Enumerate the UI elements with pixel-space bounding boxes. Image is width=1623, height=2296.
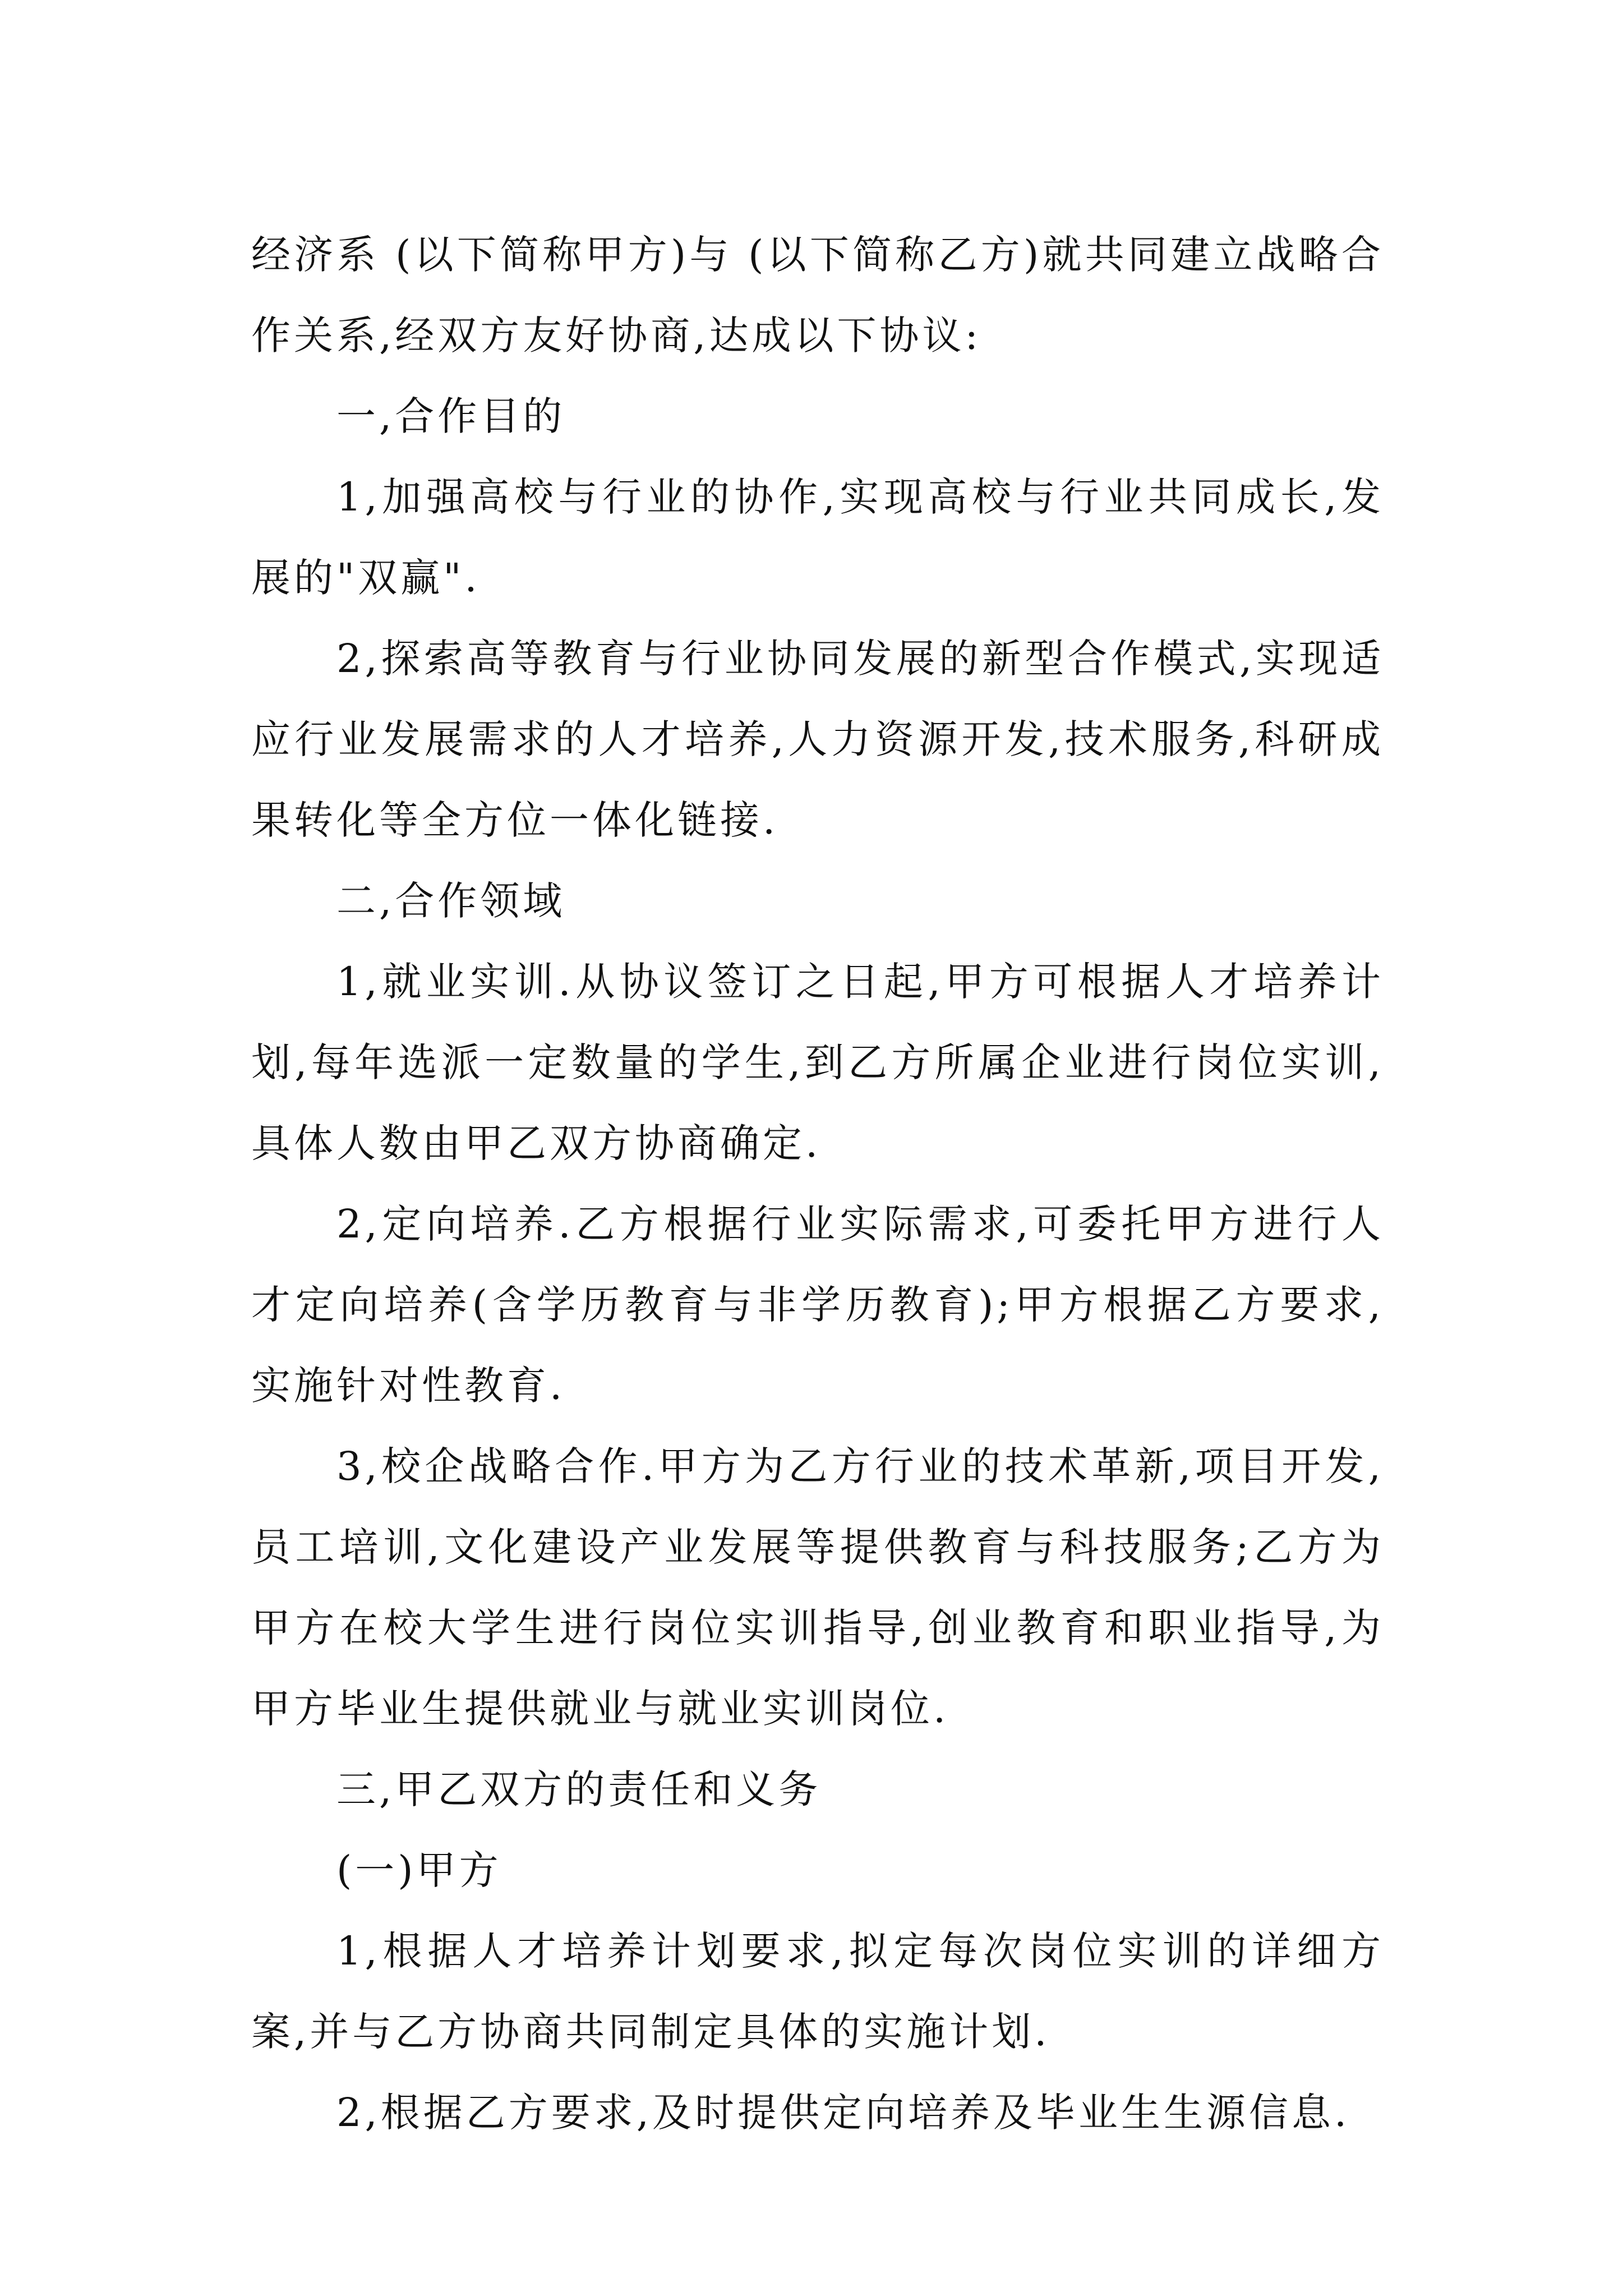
purpose-item-2: 2,探索高等教育与行业协同发展的新型合作模式,实现适应行业发展需求的人才培养,人力资源开发,技术服务,科研成果转化等全方位一体化链接. [251, 636, 1384, 843]
intro-paragraph: 经济系 (以下简称甲方)与 (以下简称乙方)就共同建立战略合作关系,经双方友好协商,达成以下协议: [251, 232, 1384, 358]
party-a-item-1: 1,根据人才培养计划要求,拟定每次岗位实训的详细方案,并与乙方协商共同制定具体的实施计划. [251, 1928, 1384, 2055]
document-body [251, 214, 1384, 2153]
section-heading-cooperation-purpose: 一,合作目的 [336, 393, 566, 439]
purpose-item-1: 1,加强高校与行业的协作,实现高校与行业共同成长,发展的"双赢". [251, 474, 1384, 601]
party-a-item-2: 2,根据乙方要求,及时提供定向培养及毕业生生源信息. [336, 2090, 1350, 2136]
field-item-1: 1,就业实训.从协议签订之日起,甲方可根据人才培养计划,每年选派一定数量的学生,到乙方所属企业进行岗位实训,具体人数由甲乙双方协商确定. [251, 959, 1384, 1166]
field-item-3: 3,校企战略合作.甲方为乙方行业的技术革新,项目开发,员工培训,文化建设产业发展等提供教育与科技服务;乙方为甲方在校大学生进行岗位实训指导,创业教育和职业指导,为甲方毕业生提供就业与就业实训岗位. [251, 1443, 1384, 1732]
section-heading-responsibilities: 三,甲乙双方的责任和义务 [336, 1766, 822, 1812]
subsection-heading-party-a: (一)甲方 [336, 1847, 502, 1893]
field-item-2: 2,定向培养.乙方根据行业实际需求,可委托甲方进行人才定向培养(含学历教育与非学历教育);甲方根据乙方要求,实施针对性教育. [251, 1201, 1384, 1409]
section-heading-cooperation-fields: 二,合作领域 [336, 878, 566, 924]
